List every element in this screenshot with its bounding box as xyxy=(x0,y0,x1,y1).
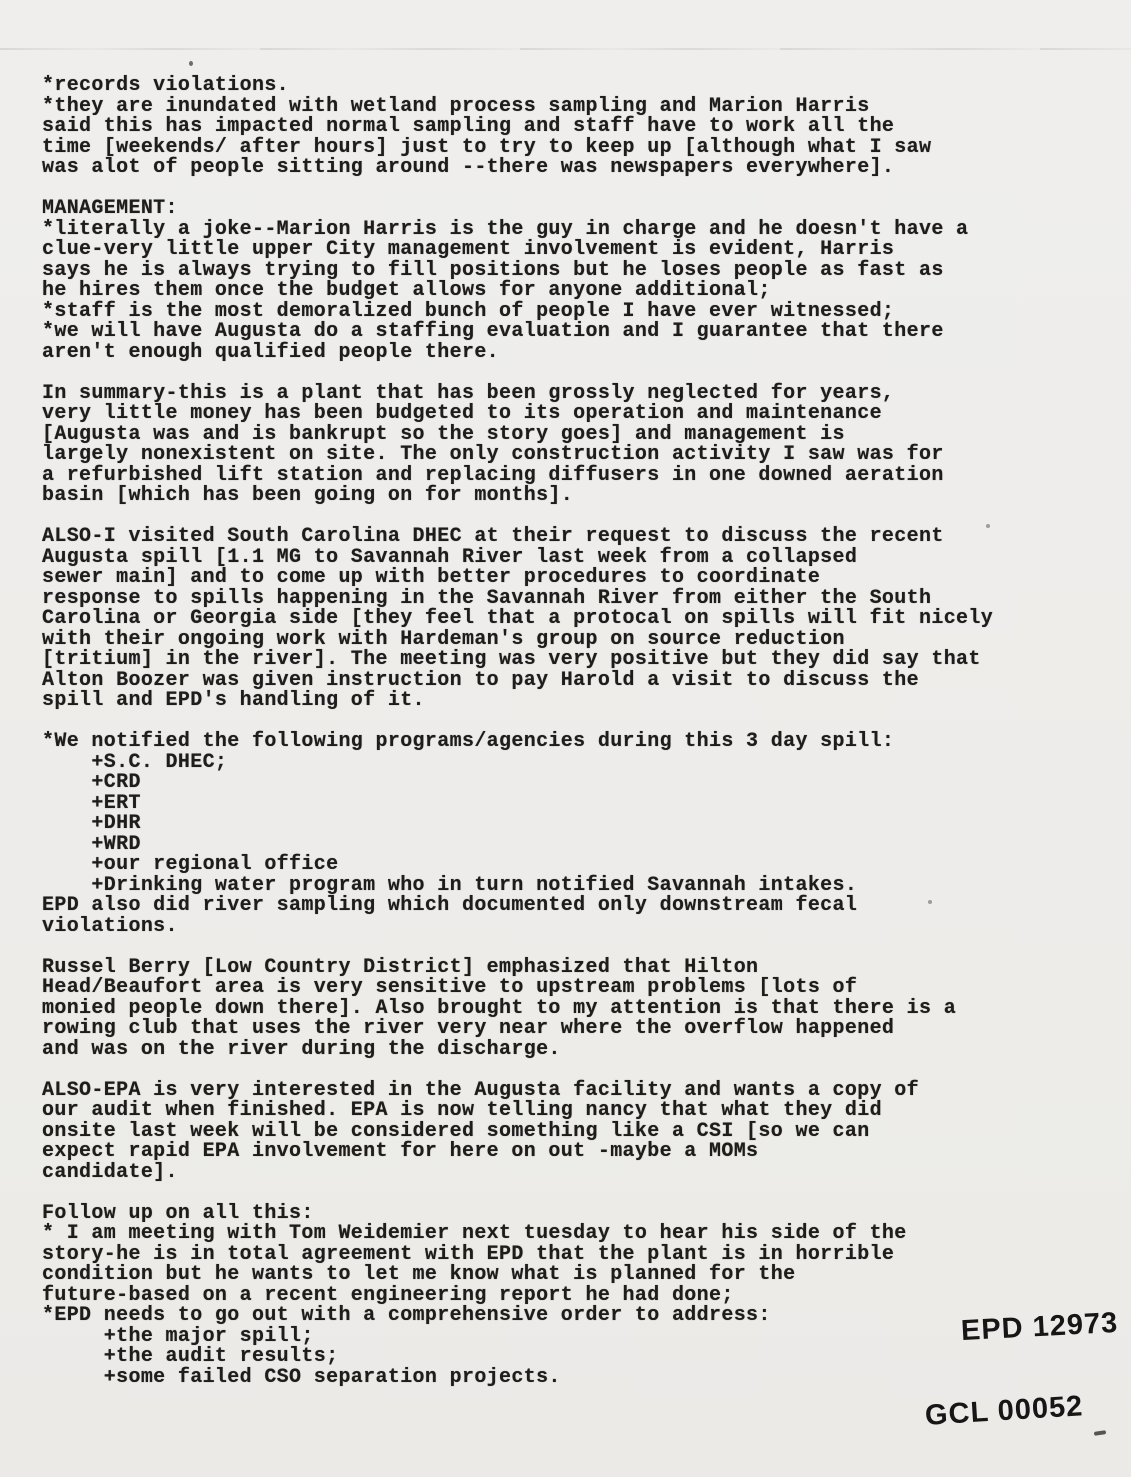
text-line: time [weekends/ after hours] just to try to keep up [although what I saw xyxy=(42,135,932,159)
text-line: spill and EPD's handling of it. xyxy=(42,689,425,712)
text-line: story-he is in total agreement with EPD that the plant is in horrible xyxy=(42,1242,895,1266)
text-line: rowing club that uses the river very near where the overflow happened xyxy=(42,1017,895,1040)
text-line: Russel Berry [Low Country District] emphasized that Hilton xyxy=(42,955,759,979)
text-line: said this has impacted normal sampling and staff have to work all the xyxy=(42,115,895,138)
text-line: EPD also did river sampling which documented only downstream fecal xyxy=(42,894,858,917)
text-line: +CRD xyxy=(42,771,141,794)
text-line: very little money has been budgeted to its operation and maintenance xyxy=(42,402,882,425)
text-line: +WRD xyxy=(42,832,141,856)
text-line: Augusta spill [1.1 MG to Savannah River last week from a collapsed xyxy=(42,545,858,569)
text-line: +the audit results; xyxy=(42,1345,339,1368)
text-line: *literally a joke--Marion Harris is the guy in charge and he doesn't have a xyxy=(42,217,969,241)
text-line: +DHR xyxy=(42,812,141,835)
text-line: basin [which has been going on for months]. xyxy=(42,484,574,507)
text-line: +Drinking water program who in turn notified Savannah intakes. xyxy=(42,873,858,897)
text-line: [Augusta was and is bankrupt so the story goes] and management is xyxy=(42,422,845,446)
text-line: sewer main] and to come up with better procedures to coordinate xyxy=(42,566,821,589)
text-line: Head/Beaufort area is very sensitive to upstream problems [lots of xyxy=(42,976,858,999)
text-line: was alot of people sitting around --there was newspapers everywhere]. xyxy=(42,156,895,179)
text-line: our audit when finished. EPA is now telling nancy that what they did xyxy=(42,1099,882,1122)
text-line: monied people down there]. Also brought to my attention is that there is a xyxy=(42,996,957,1020)
text-line: *we will have Augusta do a staffing evaluation and I guarantee that there xyxy=(42,320,944,343)
paragraph-intro-notes xyxy=(42,76,1102,179)
paragraph-management-section xyxy=(42,199,1102,363)
text-line: +S.C. DHEC; xyxy=(42,750,228,774)
text-line: [tritium] in the river]. The meeting was very positive but they did say that xyxy=(42,648,981,671)
text-line: *EPD needs to go out with a comprehensive order to address: xyxy=(42,1304,771,1327)
scan-speck xyxy=(189,61,193,66)
text-line: Carolina or Georgia side [they feel that a protocal on spills will fit nicely xyxy=(42,607,994,630)
text-line: *they are inundated with wetland process sampling and Marion Harris xyxy=(42,94,870,118)
paragraph-russel-berry-paragraph xyxy=(42,955,1102,1061)
document-body xyxy=(42,76,1102,1409)
text-line: with their ongoing work with Hardeman's group on source reduction xyxy=(42,627,845,651)
text-line: +the major spill; xyxy=(42,1324,314,1348)
scan-artifact-line xyxy=(0,48,1131,50)
text-line: aren't enough qualified people there. xyxy=(42,340,500,364)
text-line: *We notified the following programs/agencies during this 3 day spill: xyxy=(42,730,895,753)
text-line: *staff is the most demoralized bunch of people I have ever witnessed; xyxy=(42,299,895,323)
paragraph-follow-up-section xyxy=(42,1201,1102,1389)
text-line: candidate]. xyxy=(42,1160,178,1184)
paragraph-epa-interest-paragraph xyxy=(42,1078,1102,1184)
text-line: and was on the river during the discharge. xyxy=(42,1037,561,1061)
text-line: +some failed CSO separation projects. xyxy=(42,1365,561,1389)
text-line: violations. xyxy=(42,914,178,938)
text-line: largely nonexistent on site. The only construction activity I saw was for xyxy=(42,443,944,466)
paragraph-notified-programs xyxy=(42,732,1102,937)
text-line: a refurbished lift station and replacing diffusers in one downed aeration xyxy=(42,463,944,487)
text-line: Alton Boozer was given instruction to pay Harold a visit to discuss the xyxy=(42,668,919,692)
text-line: condition but he wants to let me know what is planned for the xyxy=(42,1263,796,1286)
paragraph-summary-paragraph xyxy=(42,381,1102,507)
paragraph-sc-dhec-visit xyxy=(42,527,1102,712)
text-line: he hires them once the budget allows for anyone additional; xyxy=(42,279,771,302)
text-line: +our regional office xyxy=(42,853,339,876)
gcl-document-number-stamp: GCL 00052 xyxy=(924,1390,1085,1432)
scan-dash-mark xyxy=(1094,1430,1106,1436)
text-line: * I am meeting with Tom Weidemier next tuesday to hear his side of the xyxy=(42,1222,907,1245)
text-line: response to spills happening in the Savannah River from either the South xyxy=(42,586,932,610)
text-line: onsite last week will be considered something like a CSI [so we can xyxy=(42,1119,870,1143)
text-line: In summary-this is a plant that has been grossly neglected for years, xyxy=(42,381,895,405)
text-line: *records violations. xyxy=(42,74,290,97)
text-line: +ERT xyxy=(42,791,141,815)
text-line: Follow up on all this: xyxy=(42,1201,314,1225)
text-line: future-based on a recent engineering report he had done; xyxy=(42,1283,734,1307)
text-line: clue-very little upper City management involvement is evident, Harris xyxy=(42,238,895,261)
text-line: ALSO-EPA is very interested in the Augusta facility and wants a copy of xyxy=(42,1078,919,1102)
epd-document-number-stamp: EPD 12973 xyxy=(960,1306,1120,1348)
text-line: MANAGEMENT: xyxy=(42,197,178,220)
text-line: says he is always trying to fill positions but he loses people as fast as xyxy=(42,258,944,282)
text-line: ALSO-I visited South Carolina DHEC at their request to discuss the recent xyxy=(42,525,944,548)
text-line: expect rapid EPA involvement for here on out -maybe a MOMs xyxy=(42,1140,759,1163)
